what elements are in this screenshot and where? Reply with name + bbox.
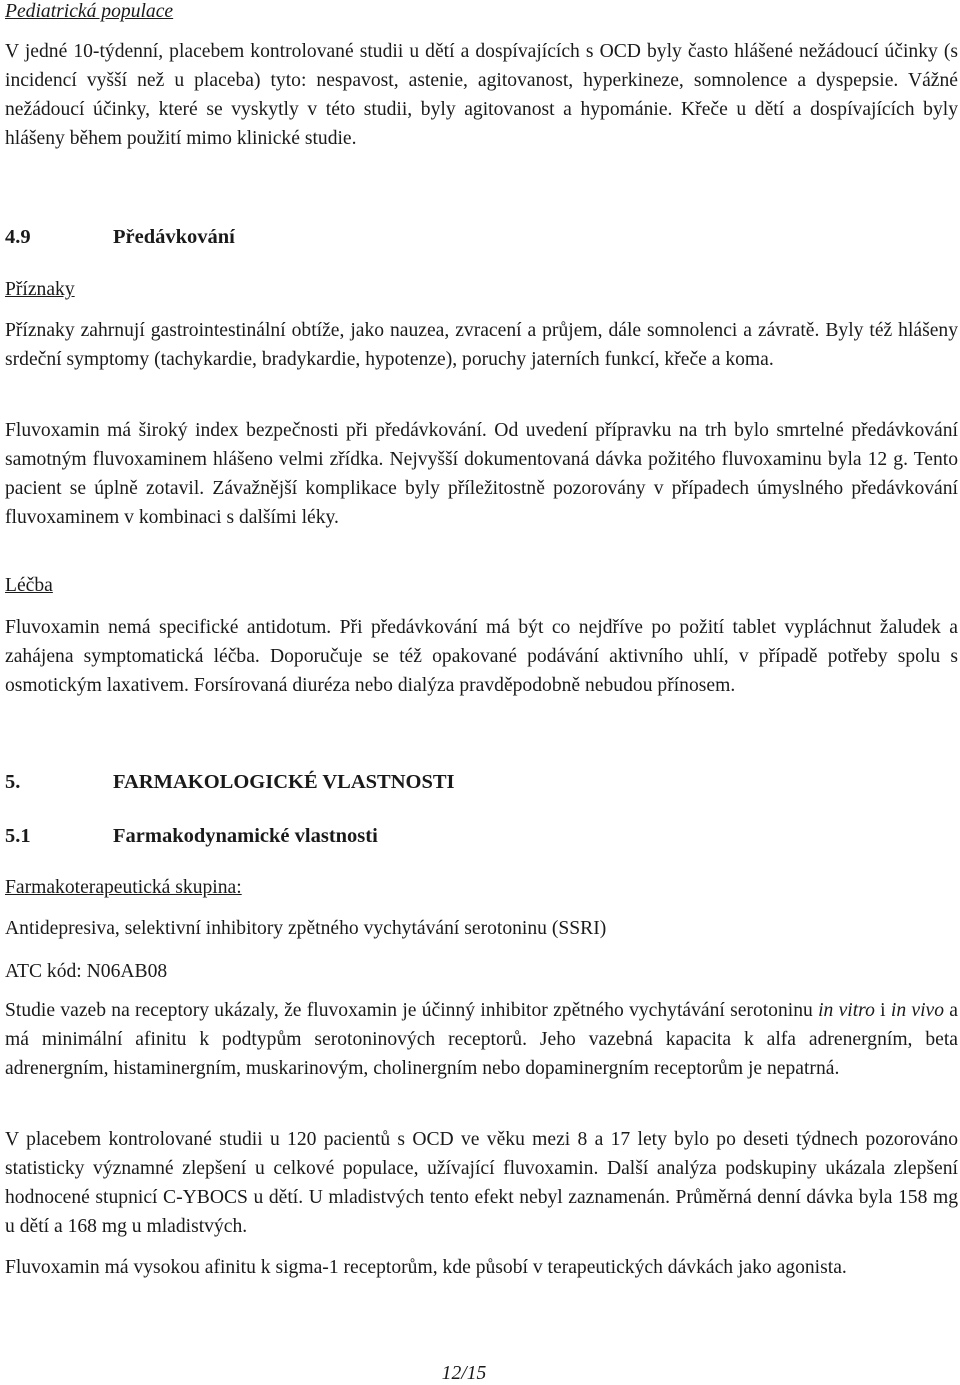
in-vivo-term: in vivo xyxy=(890,1000,945,1021)
symptoms-paragraph: Příznaky zahrnují gastrointestinální obtíže, jako nauzea, zvracení a průjem, dále somnolenci a závratě. Byly též hlášeny srdeční symptomy (tachykardie, bradykardie, hypotenze), poruchy jaterních funkcí, křeče a koma. xyxy=(5,320,958,370)
pediatric-subheading: Pediatrická populace xyxy=(5,1,174,22)
symptoms-subheading: Příznaky xyxy=(5,279,75,300)
treatment-paragraph: Fluvoxamin nemá specifické antidotum. Při předávkování má být co nejdříve po požití tablet vypláchnut žaludek a zahájena symptomatická léčba. Doporučuje se též opakované podávání aktivního uhlí, v případě potřeby spolu s osmotickým laxativem. Forsírovaná diuréza nebo dialýza pravděpodobně nebudou přínosem. xyxy=(5,617,958,696)
pharmacotherapeutic-group-subheading: Farmakoterapeutická skupina: xyxy=(5,877,242,898)
atc-code: ATC kód: N06AB08 xyxy=(5,961,168,982)
receptor-text-part2: a má minimální afinitu k podtypům serotoninových receptorů. Jeho vazebná kapacita k alfa adrenergním, beta adrenergním, histaminergním, muskarinovým, cholinergním nebo dopaminergním receptorům je nepatrná. xyxy=(5,1000,958,1079)
receptor-conjunction: i xyxy=(880,1000,886,1021)
in-vitro-term: in vitro xyxy=(818,1000,875,1021)
section-4-9-heading xyxy=(5,224,235,250)
treatment-subheading: Léčba xyxy=(5,575,53,596)
section-title: FARMAKOLOGICKÉ VLASTNOSTI xyxy=(113,771,455,793)
receptor-text-part1: Studie vazeb na receptory ukázaly, že fluvoxamin je účinný inhibitor zpětného vychytávání serotoninu xyxy=(5,1000,813,1021)
page-number: 12/15 xyxy=(441,1363,487,1384)
study-paragraph: V placebem kontrolované studii u 120 pacientů s OCD ve věku mezi 8 a 17 lety bylo po deseti týdnech pozorováno statisticky významné zlepšení u celkové populace, užívající fluvoxamin. Další analýza podskupiny ukázala zlepšení hodnocené stupnicí C-YBOCS u dětí. U mladistvých tento efekt nebyl zaznamenán. Průměrná denní dávka byla 158 mg u dětí a 168 mg u mladistvých. xyxy=(5,1129,958,1237)
sigma-paragraph: Fluvoxamin má vysokou afinitu k sigma-1 receptorům, kde působí v terapeutických dávkách jako agonista. xyxy=(5,1257,847,1278)
safety-paragraph: Fluvoxamin má široký index bezpečnosti při předávkování. Od uvedení přípravku na trh bylo smrtelné předávkování samotným fluvoxaminem hlášeno velmi zřídka. Nejvyšší dokumentovaná dávka požitého fluvoxaminu byla 12 g. Tento pacient se úplně zotavil. Závažnější komplikace byly příležitostně pozorovány v případech úmyslného předávkování fluvoxaminem v kombinaci s dalšími léky. xyxy=(5,420,958,528)
section-5-heading xyxy=(5,769,455,795)
section-number: 4.9 xyxy=(5,226,31,248)
section-title: Předávkování xyxy=(113,226,235,248)
pediatric-paragraph: V jedné 10-týdenní, placebem kontrolované studii u dětí a dospívajících s OCD byly často hlášené nežádoucí účinky (s incidencí vyšší než u placeba) tyto: nespavost, astenie, agitovanost, hyperkineze, somnolence a dyspepsie. Vážné nežádoucí účinky, které se vyskytly v této studii, byly agitovanost a hypománie. Křeče u dětí a dospívajících byly hlášeny během použití mimo klinické studie. xyxy=(5,41,958,149)
section-5-1-heading xyxy=(5,823,378,849)
receptor-binding-paragraph xyxy=(5,996,958,1083)
section-title: Farmakodynamické vlastnosti xyxy=(113,825,378,847)
pharmacotherapeutic-group-value: Antidepresiva, selektivní inhibitory zpětného vychytávání serotoninu (SSRI) xyxy=(5,918,607,939)
section-number: 5.1 xyxy=(5,825,31,847)
section-number: 5. xyxy=(5,771,21,793)
